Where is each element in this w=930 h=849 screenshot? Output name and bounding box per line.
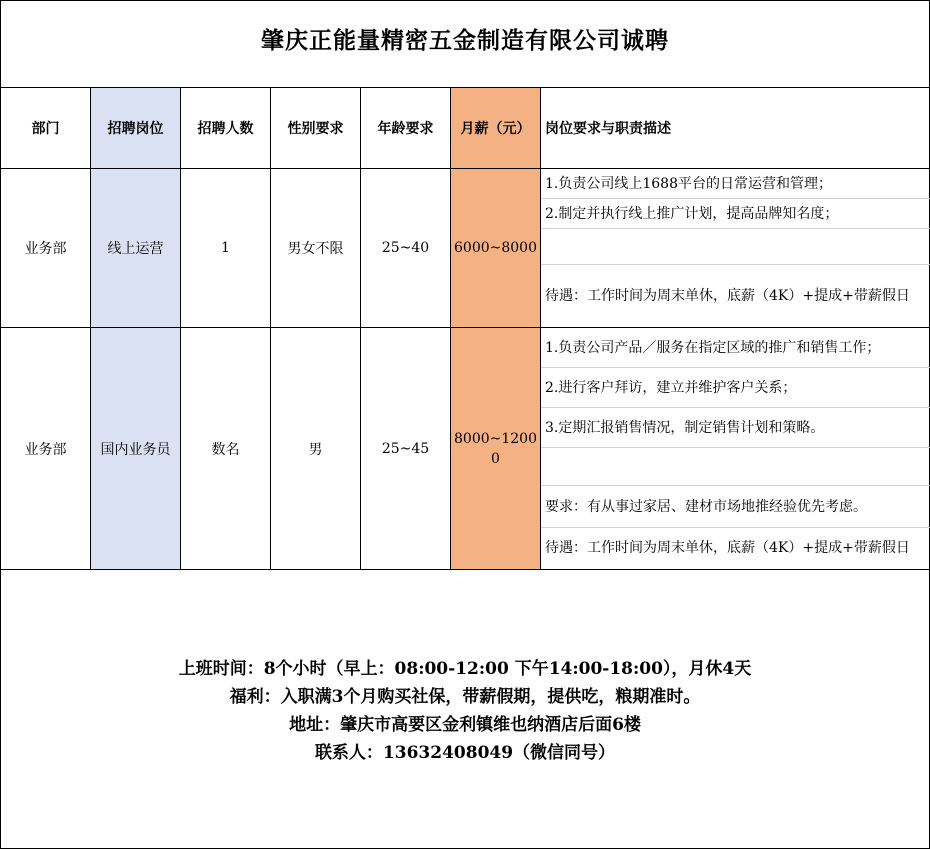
header-desc: 岗位要求与职责描述 [541,88,930,169]
row-age: 25~45 [361,328,451,570]
row-age: 25~40 [361,169,451,328]
table-row [1,328,930,570]
table-header-row [1,88,930,169]
desc-line [541,448,930,486]
header-age: 年龄要求 [361,88,451,169]
recruitment-table [0,87,930,570]
desc-line: 待遇：工作时间为周末单休，底薪（4K）+提成+带薪假日 [545,288,910,304]
row-dept: 业务部 [1,169,91,328]
header-position: 招聘岗位 [91,88,181,169]
header-salary: 月薪（元） [451,88,541,169]
desc-line: 2.制定并执行线上推广计划，提高品牌知名度； [541,199,930,229]
table-row [1,169,930,328]
row-salary-text: 6000~8000 [454,240,537,256]
desc-line: 要求：有从事过家居、建材市场地推经验优先考虑。 [541,486,930,528]
footer-info [0,655,930,767]
row-dept: 业务部 [1,328,91,570]
desc-line: 待遇：工作时间为周末单休，底薪（4K）+提成+带薪假日 [545,540,910,556]
benefits: 福利：入职满3个月购买社保，带薪假期，提供吃，粮期准时。 [229,687,701,707]
desc-line: 1.负责公司线上1688平台的日常运营和管理； [541,169,930,199]
page-title: 肇庆正能量精密五金制造有限公司诚聘 [261,27,669,54]
row-count: 1 [181,169,271,328]
contact: 联系人：13632408049（微信同号） [314,743,616,763]
row-position: 线上运营 [91,169,181,328]
row-position: 国内业务员 [91,328,181,570]
row-desc [541,169,930,328]
address: 地址：肇庆市高要区金利镇维也纳酒店后面6楼 [289,715,641,735]
desc-line [541,229,930,265]
header-gender: 性别要求 [271,88,361,169]
row-desc [541,328,930,570]
desc-line: 1.负责公司产品／服务在指定区域的推广和销售工作； [541,328,930,368]
row-salary [451,328,541,570]
header-count: 招聘人数 [181,88,271,169]
header-dept: 部门 [1,88,91,169]
row-gender: 男女不限 [271,169,361,328]
row-count: 数名 [181,328,271,570]
row-salary-text: 8000~12000 [454,430,537,467]
desc-line: 3.定期汇报销售情况，制定销售计划和策略。 [541,408,930,448]
row-gender: 男 [271,328,361,570]
work-hours: 上班时间：8个小时（早上：08:00-12:00 下午14:00-18:00），月休4天 [178,659,752,679]
desc-line: 2.进行客户拜访，建立并维护客户关系； [541,368,930,408]
row-salary [451,169,541,328]
